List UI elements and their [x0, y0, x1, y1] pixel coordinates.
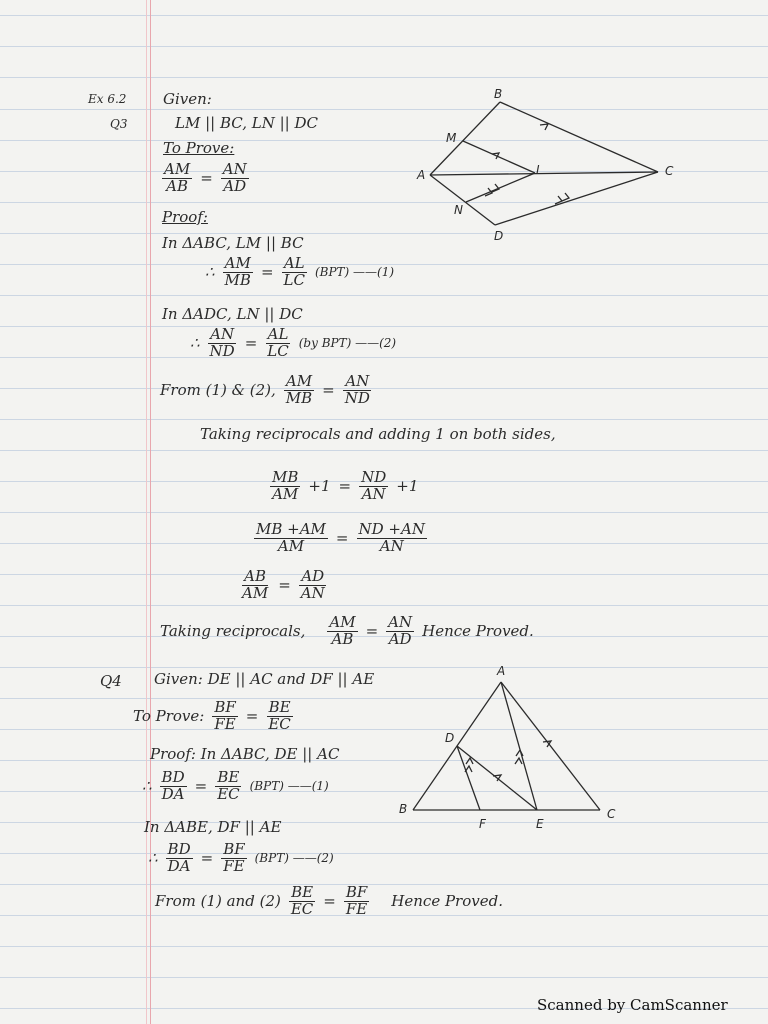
q3-given-label: Given: [163, 90, 212, 108]
edge-ml [463, 141, 535, 173]
q3-to-prove-label: To Prove: [163, 139, 235, 157]
parallel-mark-dc [555, 193, 569, 204]
q4-line-5: From (1) and (2) $\frac{BE}{EC}$ = $\frac{BF}{FE}$ Hence Proved. [155, 883, 503, 918]
q3-line-5: From (1) & (2), $\frac{AM}{MB}$ = $\frac{AN}{ND}$ [160, 372, 370, 407]
exercise-label: Ex 6.2 [88, 92, 127, 106]
edge-ab [430, 102, 500, 175]
margin-line-inner [146, 0, 147, 1024]
label-l: L [536, 163, 543, 177]
q3-line-4: ∴ $\frac{AN}{ND}$ = $\frac{AL}{LC}$ (by BPT) ——(2) [190, 325, 397, 360]
label-d: D [445, 731, 455, 745]
q3-number: Q3 [110, 117, 128, 131]
q4-line-4: ∴ $\frac{BD}{DA}$ = $\frac{BF}{FE}$ (BPT) ——(2) [148, 840, 334, 875]
edge-ac [430, 172, 658, 175]
label-d: D [494, 229, 504, 243]
parallel-mark-df [465, 758, 473, 772]
q4-given: Given: DE || AC and DF || AE [154, 670, 375, 688]
edge-ac [501, 682, 600, 810]
scanner-watermark: Scanned by CamScanner [537, 996, 728, 1014]
parallel-mark-bc [540, 124, 548, 130]
q3-line-3: In ΔADC, LN || DC [162, 305, 303, 323]
q4-figure [395, 660, 635, 835]
q4-line-2: ∴ $\frac{BD}{DA}$ = $\frac{BE}{EC}$ (BPT) ——(1) [142, 768, 329, 803]
q4-number: Q4 [100, 672, 122, 690]
q3-line-2: ∴ $\frac{AM}{MB}$ = $\frac{AL}{LC}$ (BPT) ——(1) [205, 254, 395, 289]
q3-figure [400, 80, 700, 250]
label-a: A [417, 168, 426, 182]
label-f: F [479, 817, 486, 831]
edge-ae [501, 682, 537, 810]
label-b: B [399, 802, 408, 816]
label-e: E [536, 817, 544, 831]
q4-to-prove: To Prove: $\frac{BF}{FE}$ = $\frac{BE}{EC}$ [133, 698, 291, 733]
q3-line-1: In ΔABC, LM || BC [162, 234, 304, 252]
q3-line-10: Taking reciprocals, $\frac{AM}{AB}$ = $\frac{AN}{AD}$ Hence Proved. [160, 613, 534, 648]
parallel-mark-ln [485, 184, 499, 196]
q3-line-6: Taking reciprocals and adding 1 on both sides, [200, 425, 556, 443]
q4-line-1: Proof: In ΔABC, DE || AC [150, 745, 340, 763]
q3-line-7: $\frac{MB}{AM}$ +1 = $\frac{ND}{AN}$ +1 [272, 468, 419, 503]
label-n: N [454, 203, 463, 217]
q3-line-9: $\frac{AB}{AM}$ = $\frac{AD}{AN}$ [242, 567, 325, 602]
q3-to-prove: $\frac{AM}{AB}$ = $\frac{AN}{AD}$ [164, 160, 247, 195]
edge-ad [430, 175, 495, 225]
q3-line-8: $\frac{MB +AM}{AM}$ = $\frac{ND +AN}{AN}$ [256, 520, 425, 555]
edge-bc [500, 102, 658, 172]
q3-proof-label: Proof: [162, 208, 208, 226]
label-m: M [446, 131, 457, 145]
label-a: A [497, 664, 506, 678]
label-c: C [607, 807, 616, 821]
label-b: B [494, 87, 503, 101]
q3-given: LM || BC, LN || DC [175, 114, 318, 132]
q4-line-3: In ΔABE, DF || AE [144, 818, 282, 836]
label-c: C [665, 164, 674, 178]
edge-ln [466, 173, 535, 202]
